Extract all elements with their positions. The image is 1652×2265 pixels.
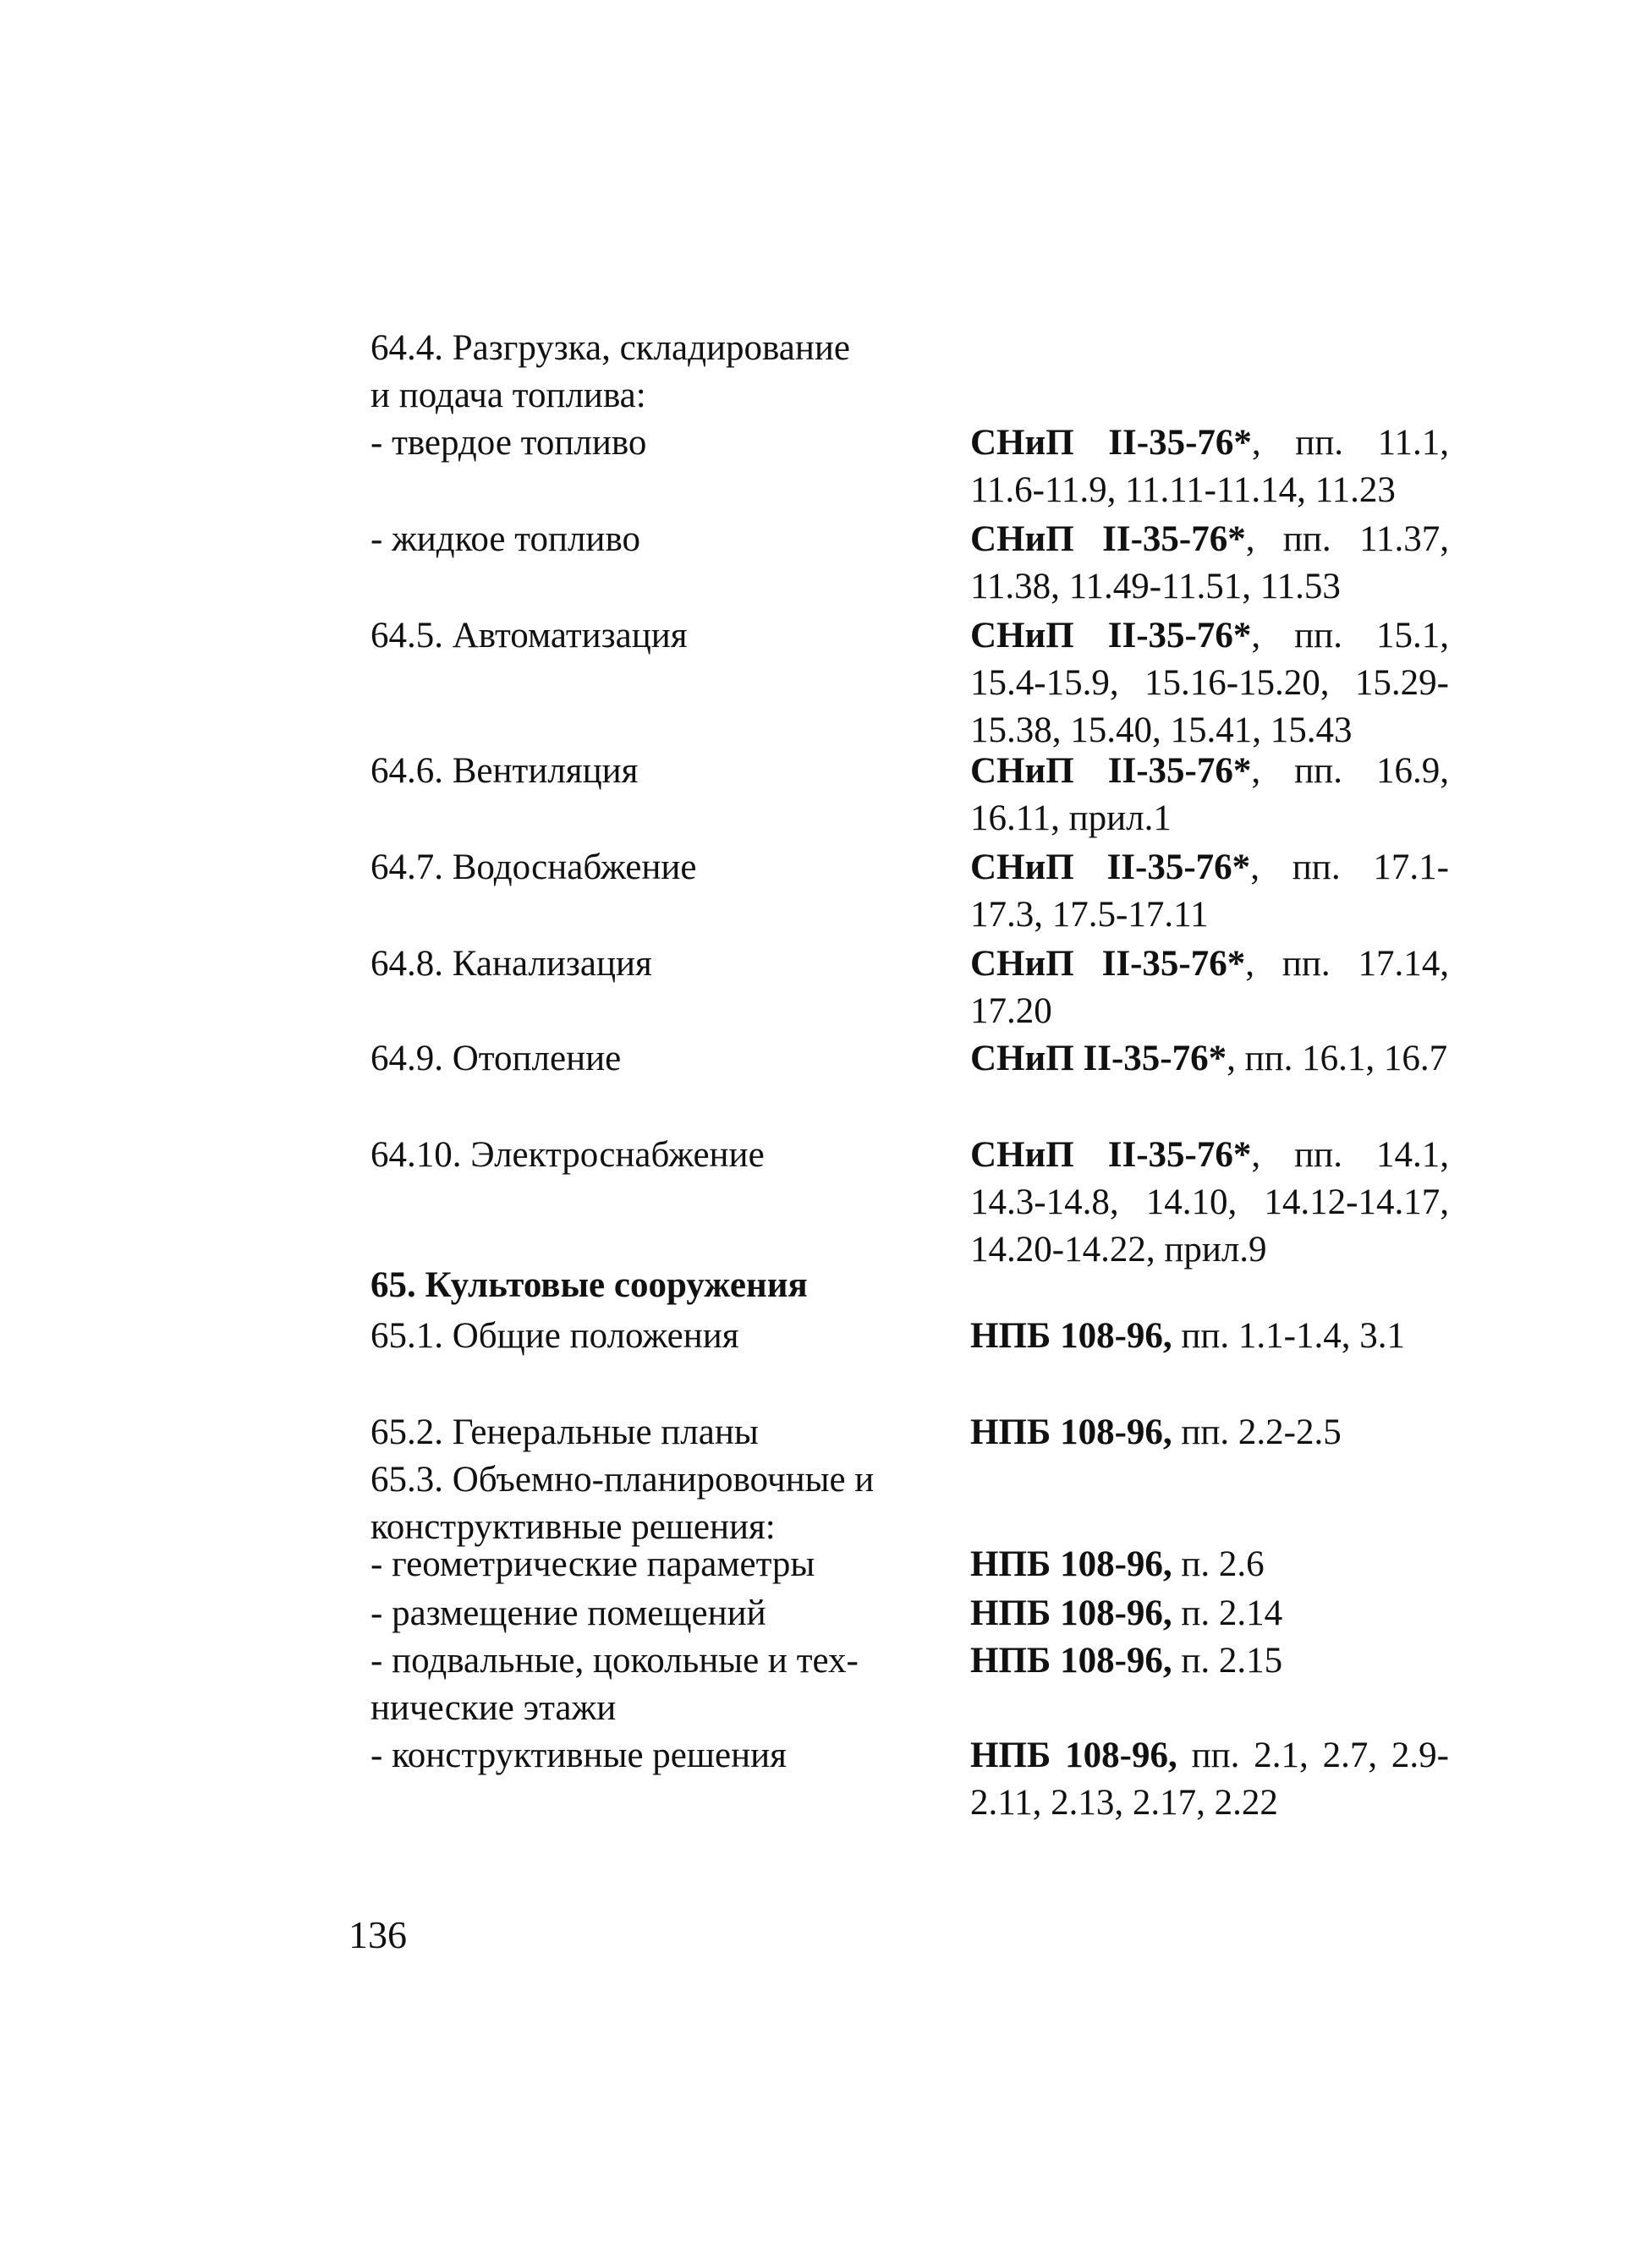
reference-clauses: , пп. 16.1, 16.7 [1227,1039,1448,1078]
item-heading: - жидкое топливо [370,519,640,559]
reference-clauses: пп. 1.1-1.4, 3.1 [1172,1316,1405,1356]
reference-code: СНиП II-35-76* [970,847,1251,887]
item-heading: 64.9. Отопление [370,1039,622,1078]
reference-clauses: , пп. 11.1, 11.6-11.9, 11.11-11.14, 11.23 [970,423,1449,510]
item-heading: - конструктивные решения [370,1736,787,1775]
reference-code: НПБ 108-96, [970,1412,1172,1452]
item-reference [970,941,1449,1035]
item-heading: - геометрические параметры [370,1544,815,1584]
reference-clauses: п. 2.14 [1172,1593,1283,1633]
page-number: 136 [349,1913,407,1956]
reference-code: СНиП II-35-76* [970,423,1252,463]
reference-clauses: пп. 2.1, 2.7, 2.9-2.11, 2.13, 2.17, 2.22 [970,1736,1449,1823]
item-reference [970,1035,1449,1083]
reference-code: НПБ 108-96, [970,1736,1177,1775]
item-heading: 64.6. Вентиляция [370,751,639,791]
item-reference [970,1732,1449,1827]
item-reference [970,748,1449,842]
item-reference [970,1590,1449,1637]
reference-clauses: , пп. 14.1, 14.3-14.8, 14.10, 14.12-14.17, 14.20-14.22, прил.9 [970,1135,1449,1270]
item-reference [970,1313,1449,1360]
item-heading: - твердое топливо [370,423,647,463]
item-heading [370,1456,954,1551]
item-heading-line: - подвальные, цокольные и тех- [370,1641,859,1681]
reference-code: НПБ 108-96, [970,1593,1172,1633]
item-heading-line: конструктивные решения: [370,1507,776,1547]
item-heading-line: 64.4. Разгрузка, складирование [370,328,850,368]
reference-code: НПБ 108-96, [970,1641,1172,1681]
reference-clauses: пп. 2.2-2.5 [1172,1412,1342,1452]
reference-clauses: п. 2.15 [1172,1641,1283,1681]
item-heading: 64.8. Канализация [370,944,652,984]
reference-clauses: , пп. 11.37, 11.38, 11.49-11.51, 11.53 [970,519,1449,606]
item-heading [370,325,954,420]
item-heading: 65.2. Генеральные планы [370,1412,759,1452]
reference-code: НПБ 108-96, [970,1316,1172,1356]
item-heading: 64.10. Электроснабжение [370,1135,765,1175]
item-heading: 64.7. Водоснабжение [370,847,697,887]
item-reference [970,420,1449,514]
reference-clauses: , пп. 16.9, 16.11, прил.1 [970,751,1449,838]
item-heading: 65.1. Общие положения [370,1316,739,1356]
item-heading-line: 65.3. Объемно-планировочные и [370,1460,875,1500]
item-reference [970,612,1449,754]
reference-code: СНиП II-35-76* [970,944,1246,984]
item-reference [970,516,1449,611]
item-heading: 64.5. Автоматизация [370,616,688,655]
reference-clauses: , пп. 17.1-17.3, 17.5-17.11 [970,847,1449,935]
item-heading: - размещение помещений [370,1593,766,1633]
item-reference [970,844,1449,939]
item-reference [970,1132,1449,1274]
reference-code: СНиП II-35-76* [970,1039,1227,1078]
reference-code: СНиП II-35-76* [970,616,1252,655]
item-reference [970,1637,1449,1685]
reference-code: СНиП II-35-76* [970,519,1246,559]
item-reference [970,1409,1449,1456]
reference-clauses: , пп. 17.14, 17.20 [970,944,1449,1031]
reference-clauses: п. 2.6 [1172,1544,1265,1584]
item-reference [970,1541,1449,1588]
item-heading-line: и подача топлива: [370,376,646,415]
reference-code: НПБ 108-96, [970,1544,1172,1584]
reference-code: СНиП II-35-76* [970,751,1252,791]
item-heading-line: нические этажи [370,1688,617,1728]
section-heading: 65. Культовые сооружения [370,1265,808,1305]
reference-clauses: , пп. 15.1, 15.4-15.9, 15.16-15.20, 15.29-15.38, 15.40, 15.41, 15.43 [970,616,1449,750]
reference-code: СНиП II-35-76* [970,1135,1252,1175]
item-heading [370,1637,954,1732]
